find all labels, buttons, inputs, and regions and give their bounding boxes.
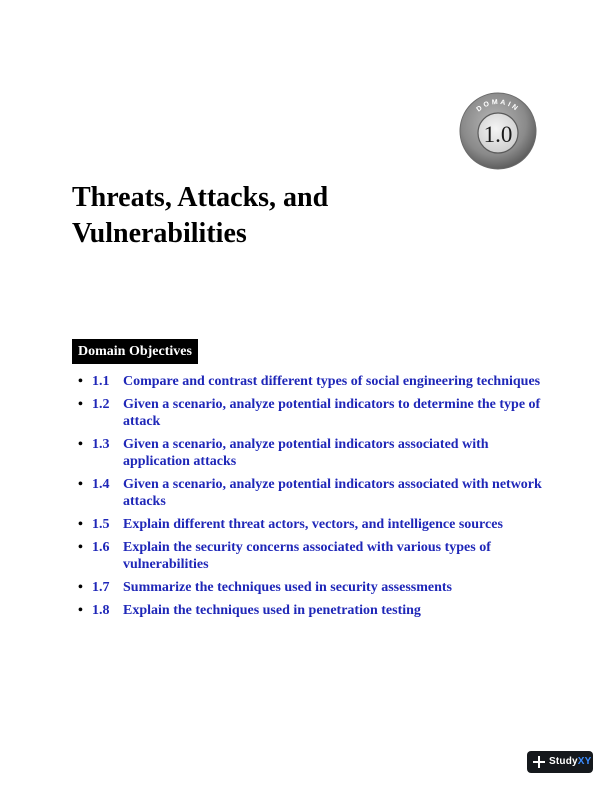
objective-item	[78, 602, 548, 619]
bullet-icon: •	[78, 603, 83, 618]
bullet-icon: •	[78, 540, 83, 555]
objective-number: 1.8	[92, 603, 110, 618]
objective-item	[78, 539, 548, 573]
logo-name-main: Study	[549, 756, 578, 767]
domain-badge	[458, 91, 538, 171]
bullet-icon: •	[78, 374, 83, 389]
bullet-icon: •	[78, 397, 83, 412]
objective-item	[78, 516, 548, 533]
objective-number: 1.7	[92, 580, 110, 595]
logo-name-accent: XY	[577, 756, 592, 767]
bullet-icon: •	[78, 517, 83, 532]
badge-word: DOMAIN	[475, 98, 521, 114]
objective-number: 1.2	[92, 397, 110, 412]
objective-text: Explain the techniques used in penetration testing	[123, 603, 421, 618]
objective-item	[78, 396, 548, 430]
objectives-header: Domain Objectives	[72, 339, 198, 364]
objective-number: 1.6	[92, 540, 110, 555]
objective-item	[78, 476, 548, 510]
objective-number: 1.5	[92, 517, 110, 532]
objectives-list	[78, 373, 548, 625]
title-line-1: Threats, Attacks, and	[72, 182, 329, 213]
objective-item	[78, 579, 548, 596]
studyxy-logo[interactable]	[527, 751, 593, 773]
title-line-2: Vulnerabilities	[72, 218, 247, 249]
badge-number: 1.0	[483, 122, 513, 147]
logo-text	[549, 751, 592, 773]
objective-text: Given a scenario, analyze potential indicators associated with network attacks	[123, 477, 542, 509]
bullet-icon: •	[78, 477, 83, 492]
objective-text: Summarize the techniques used in security assessments	[123, 580, 452, 595]
bullet-icon: •	[78, 437, 83, 452]
objective-text: Given a scenario, analyze potential indicators to determine the type of attack	[123, 397, 541, 429]
objective-text: Explain the security concerns associated with various types of vulnerabilities	[123, 540, 491, 572]
objective-text: Given a scenario, analyze potential indicators associated with application attacks	[123, 437, 489, 469]
page-title	[72, 180, 432, 252]
objective-item	[78, 436, 548, 470]
objective-number: 1.1	[92, 374, 110, 389]
objective-text: Compare and contrast different types of social engineering techniques	[123, 374, 541, 389]
objective-text: Explain different threat actors, vectors, and intelligence sources	[123, 517, 503, 532]
bullet-icon: •	[78, 580, 83, 595]
objective-item	[78, 373, 548, 390]
objective-number: 1.3	[92, 437, 110, 452]
objective-number: 1.4	[92, 477, 110, 492]
plus-icon	[533, 756, 545, 768]
